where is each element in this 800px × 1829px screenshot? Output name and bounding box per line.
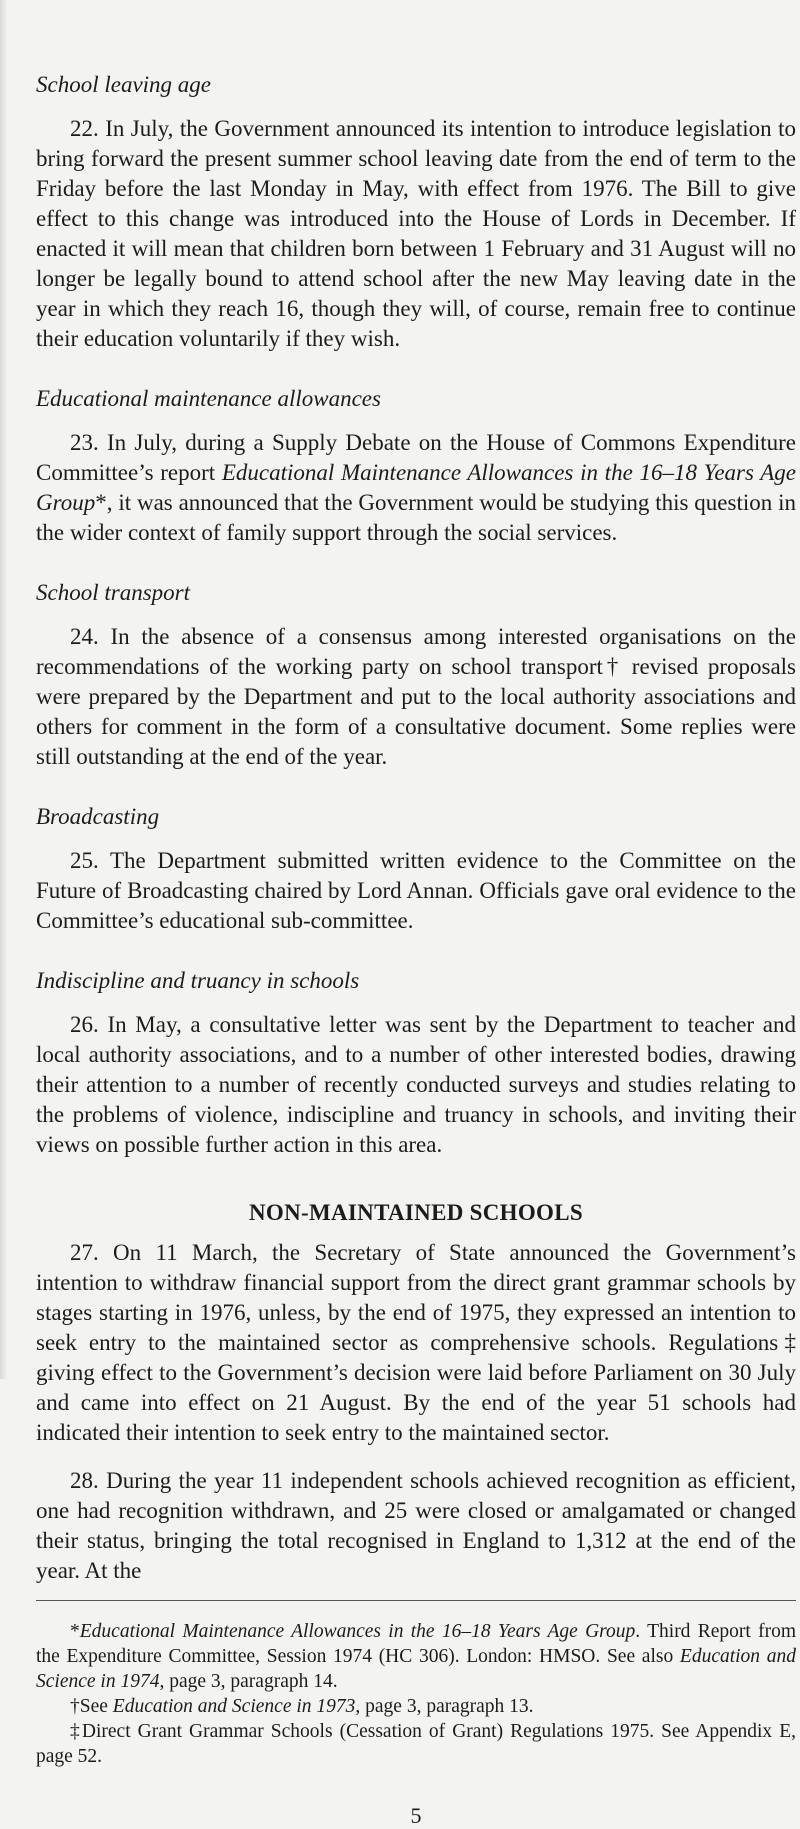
heading-school-leaving-age: School leaving age	[36, 72, 212, 97]
heading-broadcasting: Broadcasting	[36, 804, 160, 829]
footnote-dagger-tail: , page 3, paragraph 13.	[355, 1696, 534, 1717]
paragraph-23-text-b: *, it was announced that the Government would be studying this question in the wider context of family support through the social services.	[36, 490, 796, 545]
footnote-star-mark: *	[70, 1621, 80, 1642]
footnote-star-text: . Third Report from the Expenditure Committee, Session 1974 (HC 306). London: HMSO. See also	[36, 1621, 796, 1667]
paragraph-23	[36, 428, 796, 548]
footnote-star-tail: , page 3, paragraph 14.	[159, 1671, 338, 1692]
page-number: 5	[410, 1803, 422, 1828]
paragraph-25: 25. The Department submitted written evidence to the Committee on the Future of Broadcasting chaired by Lord Annan. Officials gave oral evidence to the Committee’s educational sub-committee.	[36, 848, 796, 933]
paragraph-28: 28. During the year 11 independent schools achieved recognition as efficient, one had recognition withdrawn, and 25 were closed or amalgamated or changed their status, bringing the total recognised in England to 1,312 at the end of the year. At the	[36, 1468, 796, 1583]
paragraph-22: 22. In July, the Government announced its intention to introduce legislation to bring forward the present summer school leaving date from the end of term to the Friday before the last Monday in May, with effect from 1976. The Bill to give effect to this change was introduced into the House of Lords in December. If enacted it will mean that children born between 1 February and 31 August will no longer be legally bound to attend school after the new May leaving date in the year in which they reach 16, though they will, of course, remain free to continue their education voluntarily if they wish.	[36, 116, 796, 351]
footnote-star-title: Educational Maintenance Allowances in the 16–18 Years Age Group	[79, 1621, 636, 1642]
footnote-star	[36, 1619, 796, 1694]
paragraph-23-report-title: Educational Maintenance Allowances in the 16–18 Years Age Group	[36, 460, 796, 515]
footnote-star-see-also: Education and Science in 1974	[36, 1646, 796, 1692]
footnote-dagger-title: Education and Science in 1973	[112, 1696, 356, 1717]
footnote-double-dagger: ‡Direct Grant Grammar Schools (Cessation of Grant) Regulations 1975. See Appendix E, page 52.	[36, 1721, 796, 1767]
paragraph-26: 26. In May, a consultative letter was sent by the Department to teacher and local authority associations, and to a number of other interested bodies, drawing their attention to a number of recently conducted surveys and studies relating to the problems of violence, indiscipline and truancy in schools, and inviting their views on possible further action in this area.	[36, 1012, 796, 1157]
paragraph-23-text-a: 23. In July, during a Supply Debate on the House of Commons Expenditure Committee’s report	[36, 430, 796, 485]
heading-indiscipline: Indiscipline and truancy in schools	[36, 968, 360, 993]
footnote-divider	[36, 1600, 796, 1601]
heading-non-maintained-schools: NON-MAINTAINED SCHOOLS	[249, 1200, 583, 1225]
heading-educational-maintenance: Educational maintenance allowances	[36, 386, 381, 411]
scan-edge-shadow	[0, 0, 8, 1379]
paragraph-24: 24. In the absence of a consensus among interested organisations on the recommendations of the working party on school transport† revised proposals were prepared by the Department and put to the local authority associations and others for comment in the form of a consultative document. Some replies were still outstanding at the end of the year.	[36, 624, 796, 769]
footnote-dagger	[36, 1694, 796, 1719]
heading-school-transport: School transport	[36, 580, 190, 605]
paragraph-27: 27. On 11 March, the Secretary of State announced the Government’s intention to withdraw financial support from the direct grant grammar schools by stages starting in 1976, unless, by the end of 1975, they expressed an intention to seek entry to the maintained sector as comprehensive schools. Regulations‡ giving effect to the Government’s decision were laid before Parliament on 30 July and came into effect on 21 August. By the end of the year 51 schools had indicated their intention to seek entry to the maintained sector.	[36, 1240, 796, 1445]
footnote-dagger-text: †See	[70, 1696, 113, 1717]
